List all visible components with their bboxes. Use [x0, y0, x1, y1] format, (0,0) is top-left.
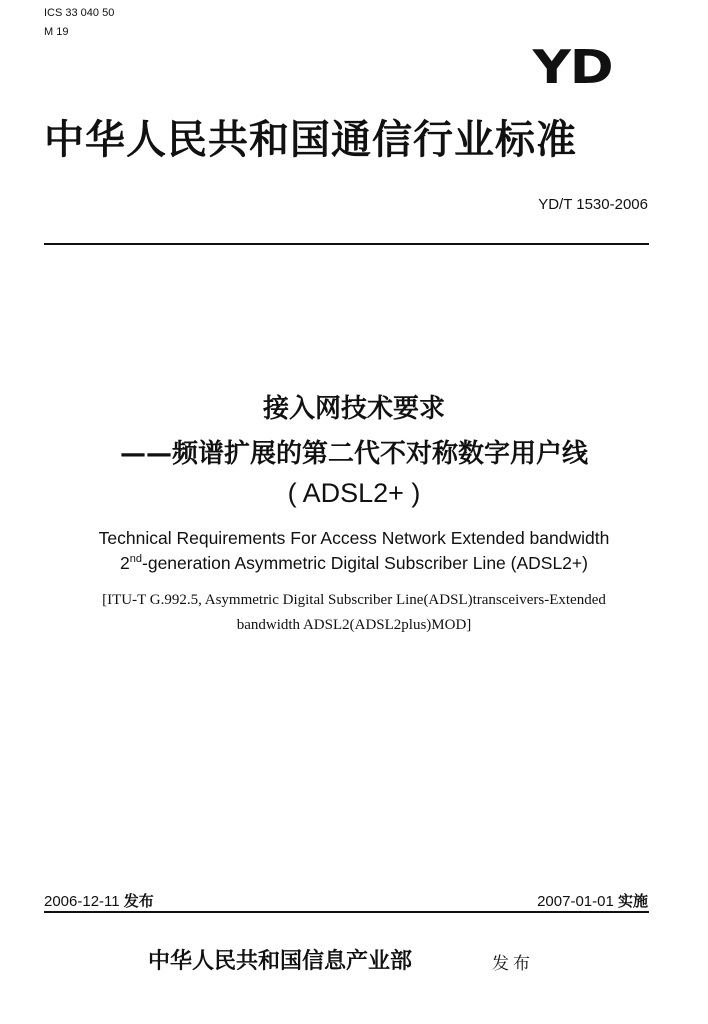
- standard-number: YD/T 1530-2006: [538, 196, 648, 213]
- issue-label: 发布: [492, 954, 534, 974]
- publish-label: 发布: [123, 892, 154, 910]
- en-title-line1: Technical Requirements For Access Network Extended bandwidth: [98, 528, 610, 548]
- cn-title-line2: ——频谱扩展的第二代不对称数字用户线: [119, 439, 588, 469]
- itu-reference-line1: [ITU-T G.992.5, Asymmetric Digital Subscriber Line(ADSL)transceivers-Extended: [102, 592, 606, 608]
- cn-title-line1: 接入网技术要求: [262, 394, 445, 424]
- itu-reference-line2: bandwidth ADSL2(ADSL2plus)MOD]: [236, 617, 472, 633]
- yd-logo: YD: [532, 40, 612, 94]
- bottom-divider: [44, 911, 649, 913]
- en-title-line2: [0, 553, 708, 574]
- en-title-ordinal-suffix: nd: [129, 553, 143, 566]
- ics-code: ICS 33 040 50: [44, 7, 115, 19]
- implement-label: 实施: [617, 892, 648, 910]
- implement-date: [537, 890, 648, 911]
- en-title-ordinal: 2: [120, 553, 130, 573]
- implement-date-value: 2007-01-01: [537, 893, 614, 910]
- classification-code: M 19: [44, 26, 69, 38]
- en-title-line2-text: -generation Asymmetric Digital Subscriber Line (ADSL2+): [142, 553, 588, 573]
- publish-date: [44, 890, 154, 911]
- top-divider: [44, 243, 649, 245]
- issuing-authority: 中华人民共和国信息产业部: [148, 948, 413, 974]
- cn-title-line3: ( ADSL2+ ): [287, 478, 421, 508]
- standard-title: 中华人民共和国通信行业标准: [44, 117, 577, 163]
- publish-date-value: 2006-12-11: [44, 893, 120, 910]
